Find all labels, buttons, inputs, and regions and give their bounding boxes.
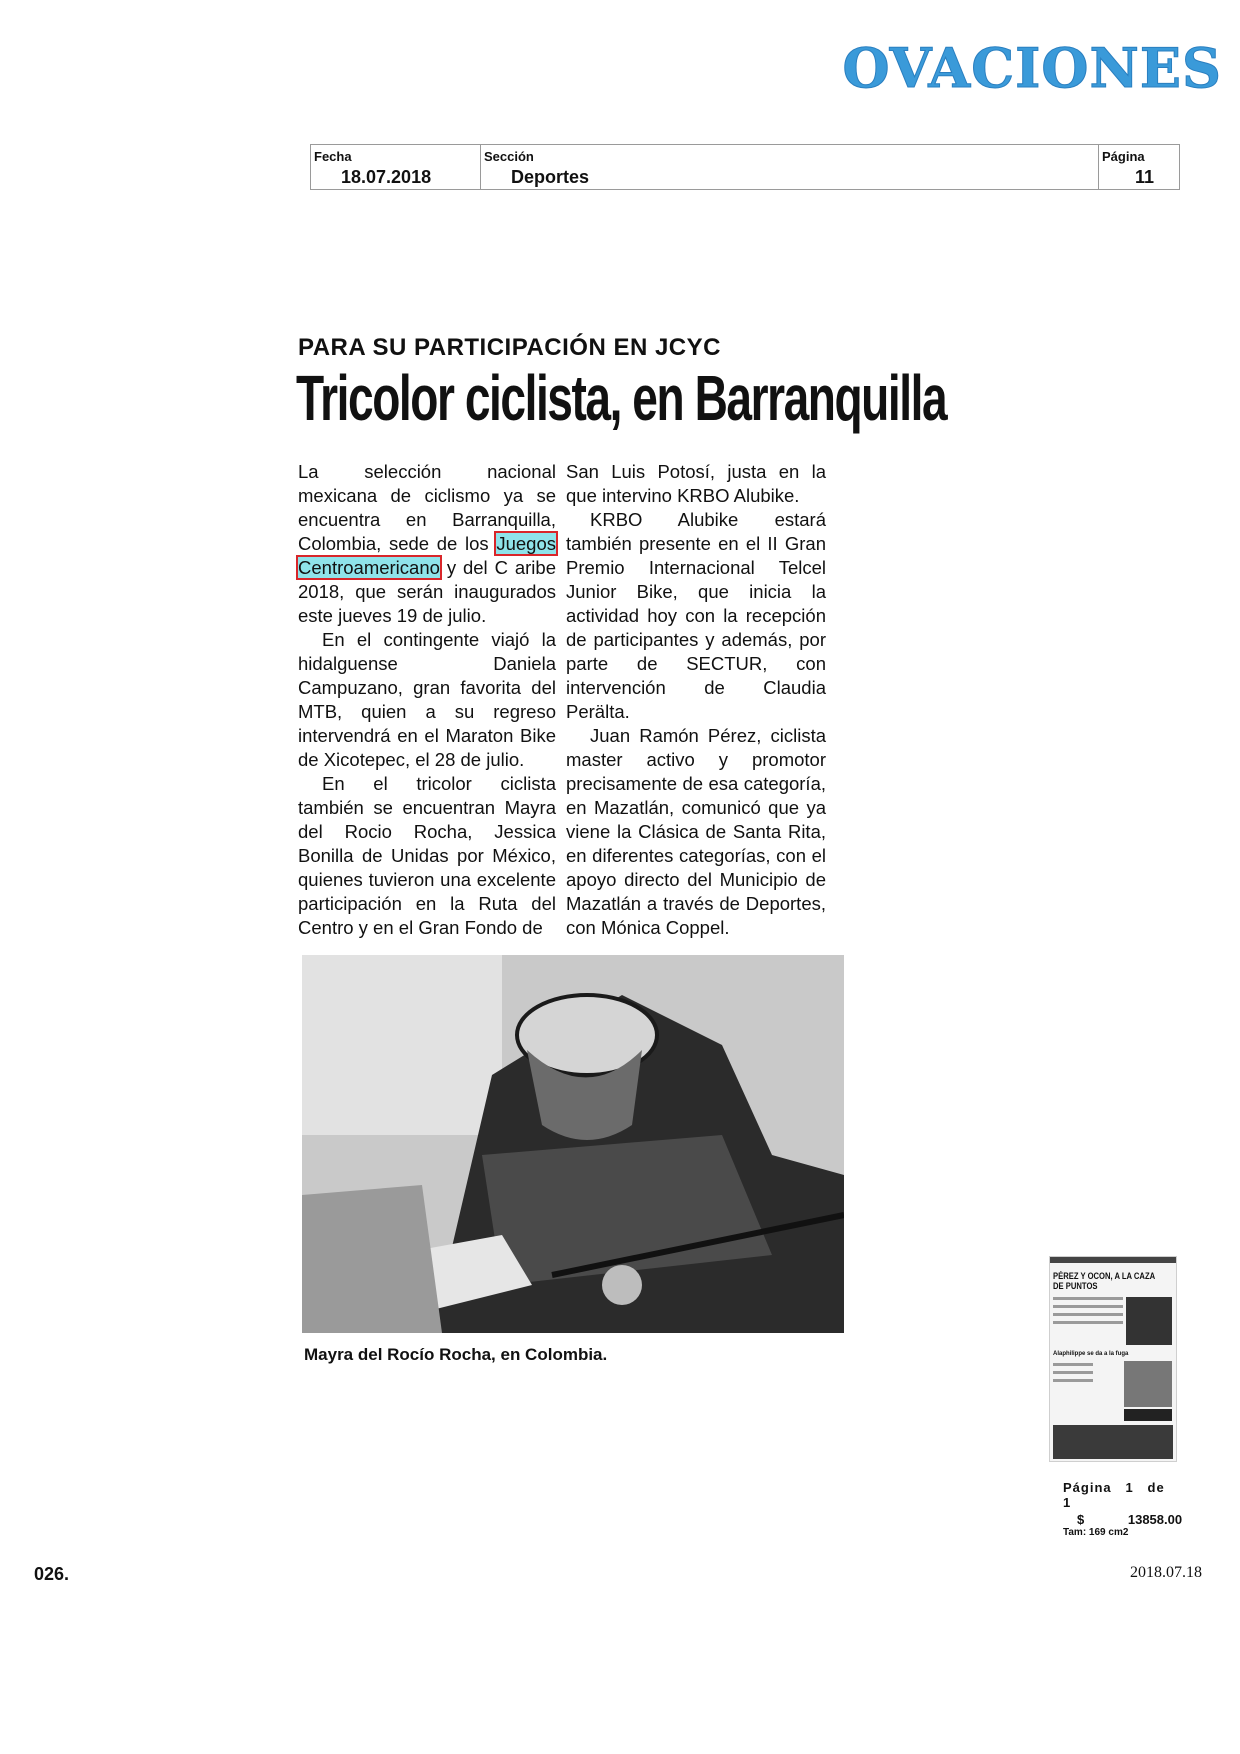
pagina-cell [1099, 145, 1179, 189]
paragraph: En el tricolor ciclista también se encuentran Mayra del Rocio Rocha, Jessica Bonilla de Unidas por México, quienes tuvieron una excelente participación en la Ruta del Centro y en el Gran Fondo de [298, 773, 556, 938]
page-total: 1 [1063, 1495, 1072, 1510]
thumbnail-headline-block [1124, 1409, 1172, 1421]
paragraph: San Luis Potosí, justa en la que intervino KRBO Alubike. [566, 461, 826, 506]
paragraph-text: y del C aribe 2018, que serán inaugurados este jueves 19 de julio. [298, 557, 556, 626]
pagina-label: Página [1102, 149, 1145, 164]
currency-symbol: $ [1077, 1512, 1085, 1527]
page-of-label: de [1147, 1480, 1165, 1495]
paragraph-text: La selección nacional mexicana de ciclismo ya se encuentra en Barranquilla, Colombia, sede de los [298, 461, 556, 554]
thumbnail-text-line [1053, 1305, 1123, 1308]
thumbnail-image [1053, 1425, 1173, 1459]
seccion-label: Sección [484, 149, 534, 164]
paragraph: KRBO Alubike estará también presente en el II Gran Premio Internacional Telcel Junior Bike, que inicia la actividad hoy con la recepción de participantes y además, por parte de SECTUR, con intervención de Claudia Perälta. [566, 509, 826, 722]
thumbnail-subhead: Alaphilippe se da a la fuga [1053, 1351, 1129, 1357]
thumbnail-text-line [1053, 1363, 1093, 1366]
fecha-cell [311, 145, 481, 189]
thumbnail-text-line [1053, 1371, 1093, 1374]
thumbnail-text-line [1053, 1313, 1123, 1316]
paragraph: En el contingente viajó la hidalguense Daniela Campuzano, gran favorita del MTB, quien a su regreso intervendrá en el Maraton Bike de Xicotepec, el 28 de julio. [298, 629, 556, 770]
page-label: Página [1063, 1480, 1112, 1495]
paragraph: Juan Ramón Pérez, ciclista master activo y promotor precisamente de esa categoría, en Mazatlán, comunicó que ya viene la Clásica de Santa Rita, en diferentes categorías, con el apoyo directo del Municipio de Mazatlán a través de Deportes, con Mónica Coppel. [566, 725, 826, 938]
masthead-logo: OVACIONES [842, 36, 1222, 100]
seccion-cell [481, 145, 1099, 189]
footer-date: 2018.07.18 [1130, 1564, 1202, 1581]
page-thumbnail[interactable] [1049, 1256, 1177, 1462]
footer-code: 026. [34, 1564, 70, 1584]
article-photo [302, 955, 844, 1333]
price-amount: 13858.00 [1127, 1512, 1183, 1527]
page-count [1063, 1480, 1183, 1510]
pagina-value: 11 [1135, 167, 1155, 187]
article-column-right [566, 460, 826, 940]
page-number: 1 [1125, 1480, 1134, 1495]
thumbnail-header-bar [1050, 1257, 1176, 1263]
thumbnail-text-line [1053, 1321, 1123, 1324]
fecha-value: 18.07.2018 [341, 167, 432, 187]
thumbnail-headline: PÉREZ Y OCON, A LA CAZA DE PUNTOS [1053, 1271, 1155, 1291]
fecha-label: Fecha [314, 149, 352, 164]
seccion-value: Deportes [511, 167, 590, 187]
thumbnail-image [1126, 1297, 1172, 1345]
photo-caption: Mayra del Rocío Rocha, en Colombia. [304, 1345, 608, 1364]
thumbnail-text-line [1053, 1379, 1093, 1382]
paragraph [298, 460, 556, 628]
article-headline: Tricolor ciclista, en Barranquilla [296, 362, 947, 434]
thumbnail-image [1124, 1361, 1172, 1407]
cyclist-photo-illustration [302, 955, 844, 1333]
highlighted-term: Juegos Centroamericano [298, 533, 556, 578]
metadata-table [310, 144, 1180, 190]
thumbnail-text-line [1053, 1297, 1123, 1300]
page-info [1063, 1480, 1183, 1538]
size-info: Tam: 169 cm2 [1063, 1527, 1129, 1538]
article-kicker: PARA SU PARTICIPACIÓN EN JCYC [298, 334, 721, 361]
article-column-left [298, 460, 556, 940]
price-row [1063, 1512, 1183, 1527]
